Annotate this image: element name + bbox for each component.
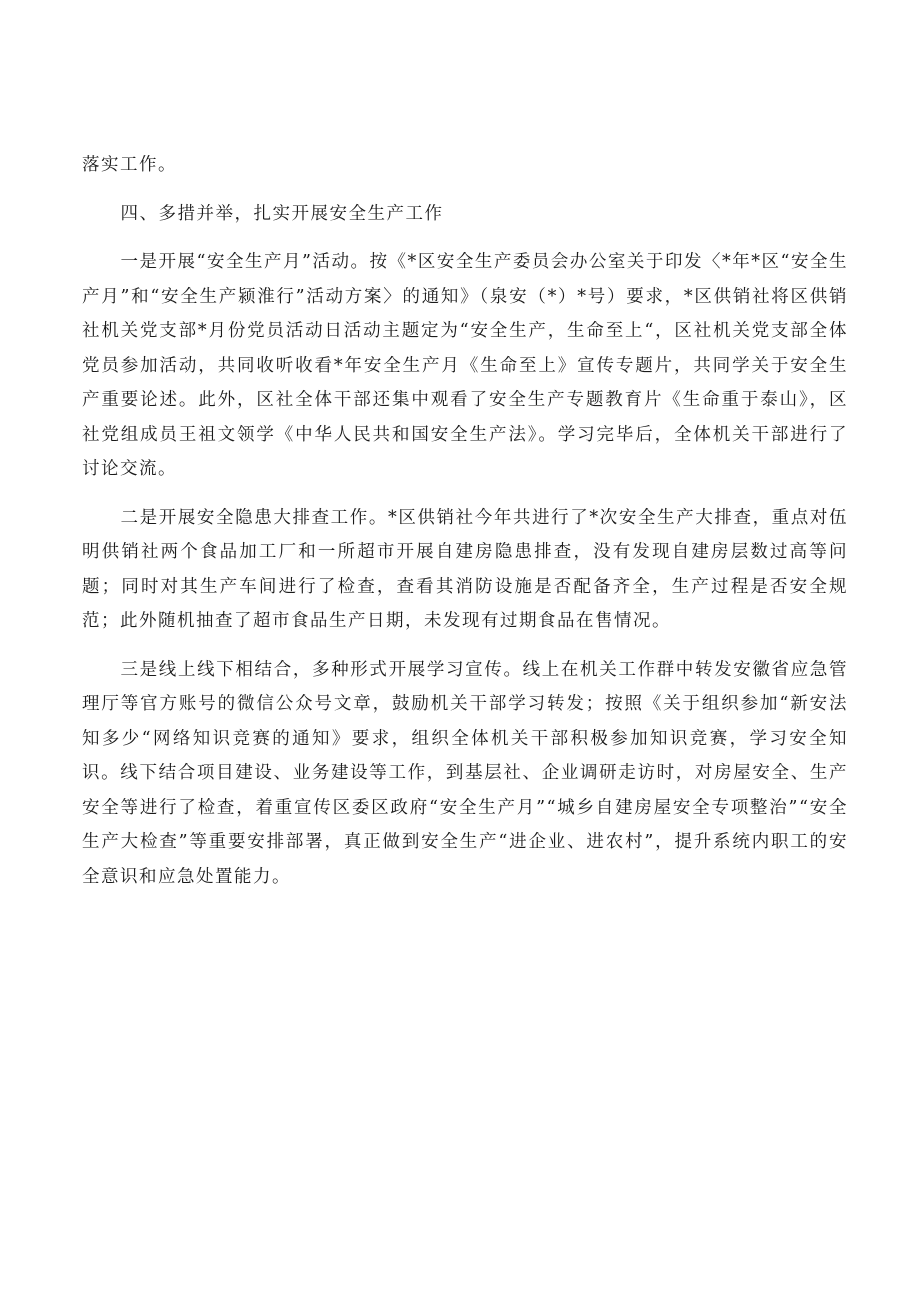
- section-heading: 四、多措并举，扎实开展安全生产工作: [120, 203, 444, 224]
- continuation-text: 落实工作。: [82, 155, 177, 175]
- paragraph-gap: [82, 183, 848, 197]
- paragraph-gap: [82, 231, 848, 245]
- paragraph-2: 二是开展安全隐患大排查工作。*区供销社今年共进行了*次安全生产大排查，重点对伍明供销社两个食品加工厂和一所超市开展自建房隐患排查，没有发现自建房层数过高等问题；同时对其生产车间进行了检查，查看其消防设施是否配备齐全，生产过程是否安全规范；此外随机抽查了超市食品生产日期，未发现有过期食品在售情况。: [82, 507, 848, 631]
- document-page: [82, 148, 848, 894]
- paragraph-gap: [82, 639, 848, 653]
- paragraph-gap: [82, 487, 848, 501]
- paragraph-3: 三是线上线下相结合，多种形式开展学习宣传。线上在机关工作群中转发安徽省应急管理厅等官方账号的微信公众号文章，鼓励机关干部学习转发；按照《关于组织参加“新安法知多少“网络知识竞赛的通知》要求，组织全体机关干部积极参加知识竞赛，学习安全知识。线下结合项目建设、业务建设等工作，到基层社、企业调研走访时，对房屋安全、生产安全等进行了检查，着重宣传区委区政府“安全生产月”“城乡自建房屋安全专项整治”“安全生产大检查”等重要安排部署，真正做到安全生产“进企业、进农村”，提升系统内职工的安全意识和应急处置能力。: [82, 659, 848, 887]
- paragraph-1: 一是开展“安全生产月”活动。按《*区安全生产委员会办公室关于印发〈*年*区“安全生产月”和“安全生产颍淮行”活动方案〉的通知》（泉安（*）*号）要求，*区供销社将区供销社机关党支部*月份党员活动日活动主题定为“安全生产，生命至上“，区社机关党支部全体党员参加活动，共同收听收看*年安全生产月《生命至上》宣传专题片，共同学关于安全生产重要论述。此外，区社全体干部还集中观看了安全生产专题教育片《生命重于泰山》，区社党组成员王祖文领学《中华人民共和国安全生产法》。学习完毕后，全体机关干部进行了讨论交流。: [82, 252, 848, 479]
